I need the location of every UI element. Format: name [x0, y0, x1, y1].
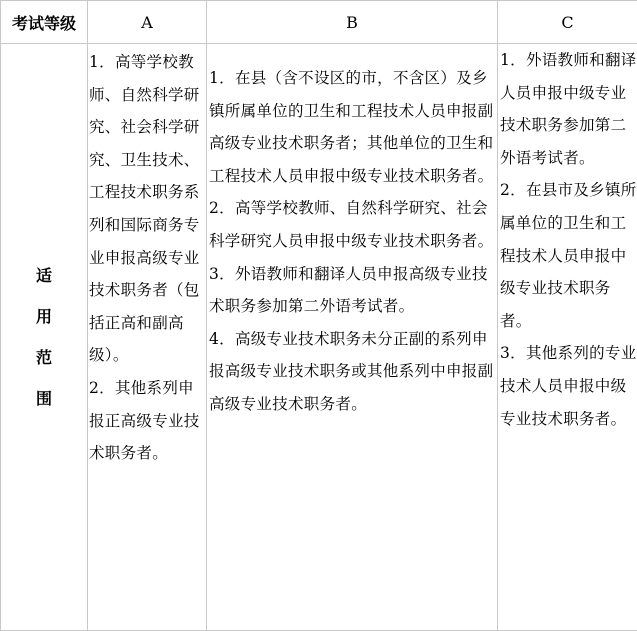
scope-cell-b — [207, 44, 498, 631]
scope-cell-c — [498, 44, 637, 631]
scope-c-item-2: 2．在县市及乡镇所属单位的卫生和工程技术人员申报中级专业技术职务者。 — [500, 181, 637, 330]
scope-label-char: 范 — [35, 348, 52, 367]
scope-cell-a — [88, 44, 207, 631]
scope-c-item-1: 1．外语教师和翻译人员申报中级专业技术职务参加第二外语考试者。 — [500, 51, 637, 167]
scope-label-char: 用 — [35, 307, 52, 326]
scope-b-item-1: 1．在县（含不设区的市，不含区）及乡镇所属单位的卫生和工程技术人员申报副高级专业技术职务者；其他单位的卫生和工程技术人员申报中级专业技术职务者。 — [209, 69, 494, 185]
header-row — [1, 1, 637, 44]
scope-label-char: 围 — [35, 389, 52, 408]
scope-b-item-3: 3．外语教师和翻译人员申报高级专业技术职务参加第二外语考试者。 — [209, 264, 488, 316]
scope-label-char: 适 — [35, 266, 52, 285]
scope-c-item-3: 3．其他系列的专业技术人员申报中级专业技术职务者。 — [500, 344, 637, 428]
scope-label — [1, 44, 88, 631]
column-header-b: B — [207, 1, 498, 44]
column-header-c: C — [498, 1, 637, 44]
column-header-a: A — [88, 1, 207, 44]
scope-a-item-1: 1．高等学校教师、自然科学研究、社会科学研究、卫生技术、工程技术职务系列和国际商务专业申报高级专业技术职务者（包括正高和副高级）。 — [89, 53, 200, 365]
exam-grade-header: 考试等级 — [1, 1, 88, 44]
scope-row — [1, 44, 637, 631]
scope-b-item-2: 2．高等学校教师、自然科学研究、社会科学研究人员申报中级专业技术职务者。 — [209, 199, 494, 250]
scope-b-item-4: 4．高级专业技术职务未分正副的系列申报高级专业技术职务或其他系列中申报副高级专业技术职务者。 — [209, 329, 494, 413]
scope-a-item-2: 2．其他系列申报正高级专业技术职务者。 — [89, 378, 200, 463]
